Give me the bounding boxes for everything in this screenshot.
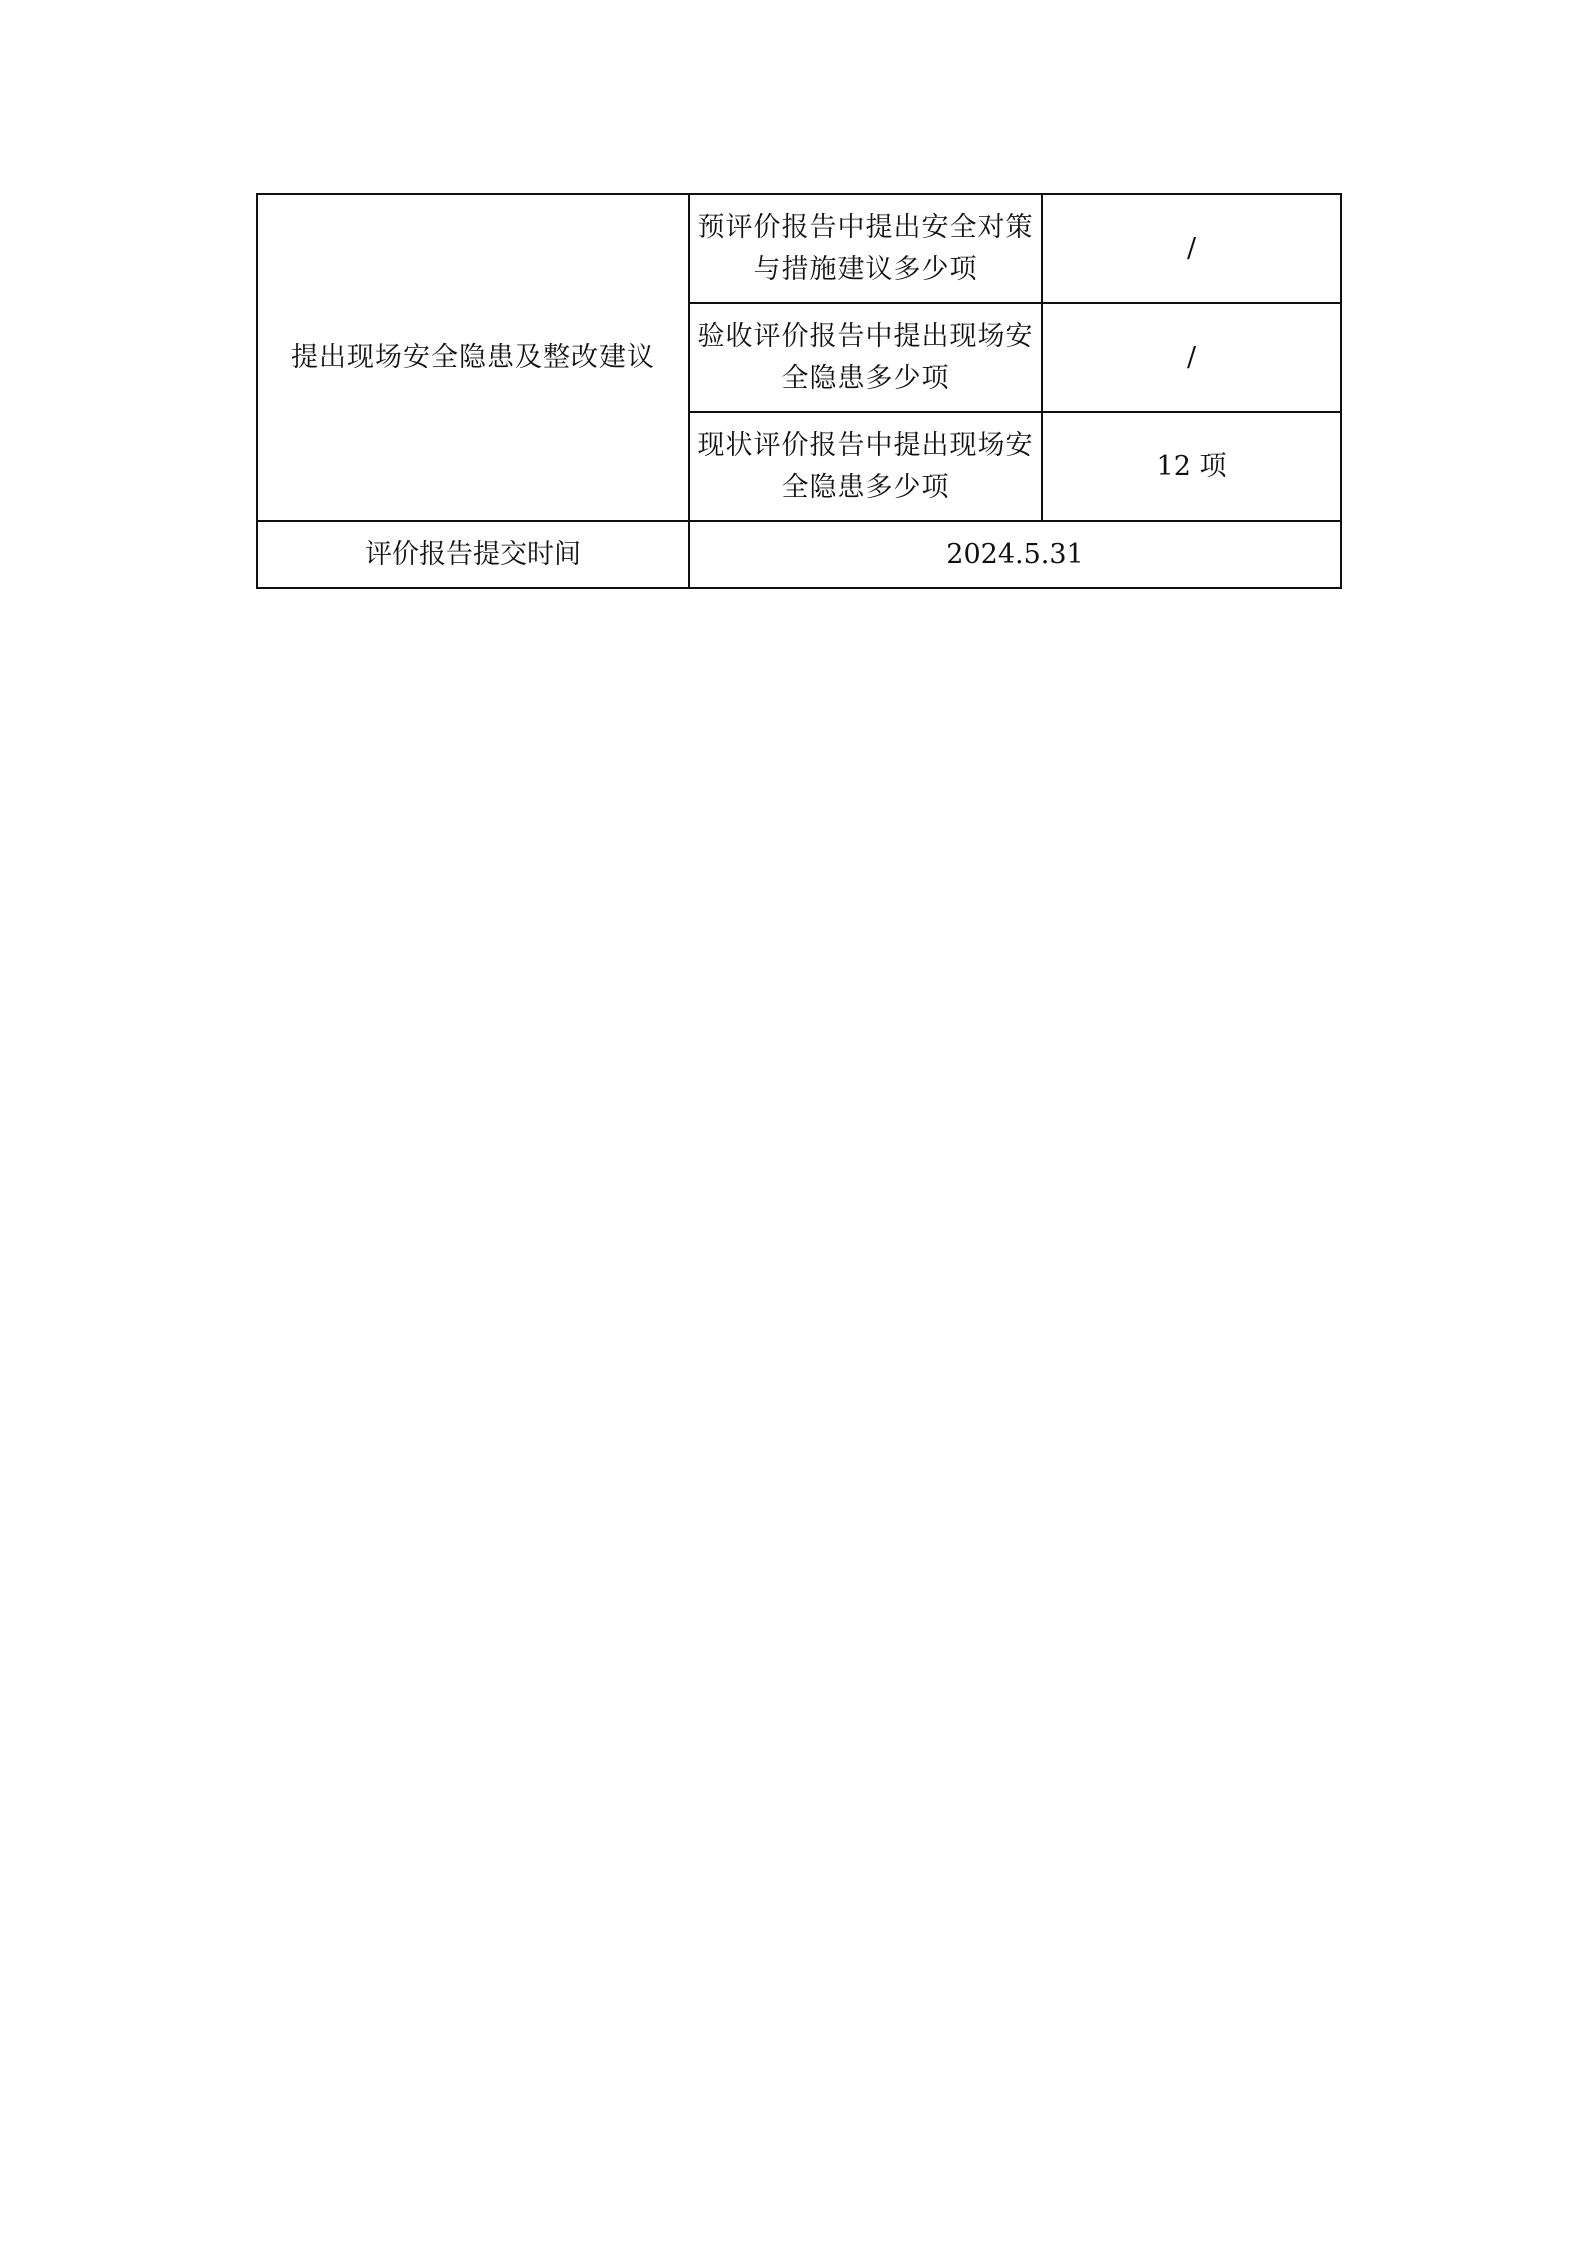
report-table: [256, 193, 1342, 589]
question-cell: [689, 194, 1042, 303]
value-text: 12 项: [1156, 450, 1227, 482]
value-text: /: [1186, 232, 1197, 264]
question-text: 现状评价报告中提出现场安全隐患多少项: [697, 429, 1034, 503]
group-label-cell: [257, 194, 689, 521]
value-cell: [1042, 303, 1341, 412]
table-row: [257, 194, 1341, 303]
submit-date-cell: [689, 521, 1341, 588]
value-cell: [1042, 412, 1341, 521]
submit-label: 评价报告提交时间: [365, 538, 581, 570]
question-cell: [689, 412, 1042, 521]
submit-date: 2024.5.31: [946, 538, 1084, 570]
value-cell: [1042, 194, 1341, 303]
value-text: /: [1186, 341, 1197, 373]
submit-label-cell: [257, 521, 689, 588]
question-text: 预评价报告中提出安全对策与措施建议多少项: [697, 211, 1034, 285]
question-cell: [689, 303, 1042, 412]
submit-row: [257, 521, 1341, 588]
group-label: 提出现场安全隐患及整改建议: [291, 341, 655, 373]
question-text: 验收评价报告中提出现场安全隐患多少项: [697, 320, 1034, 394]
